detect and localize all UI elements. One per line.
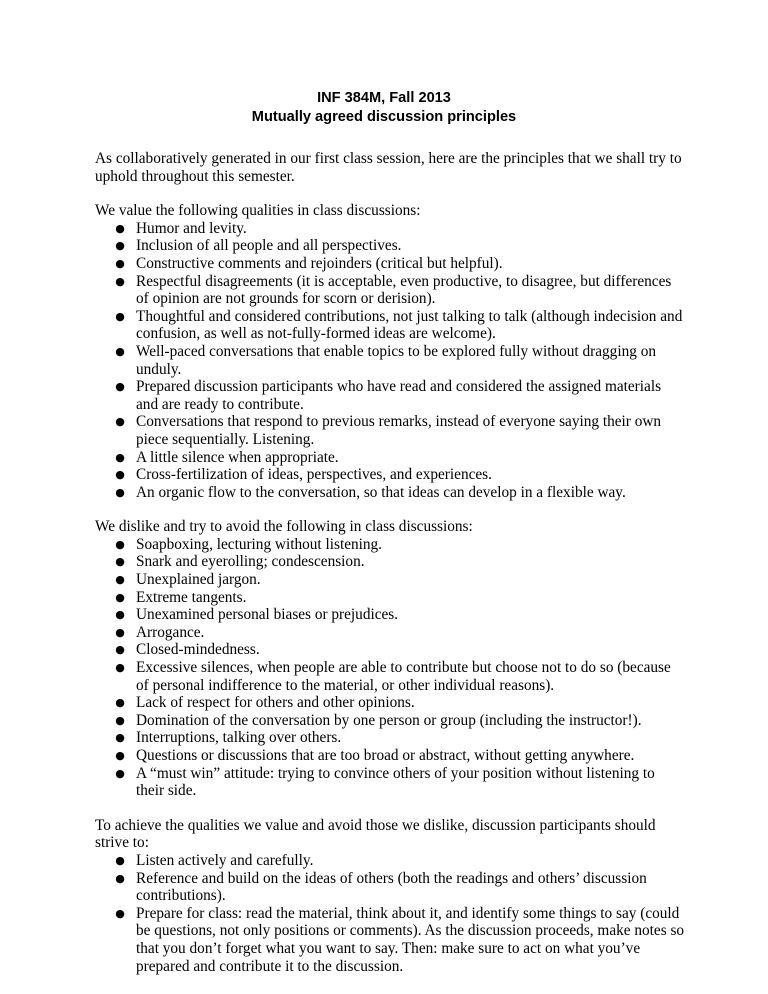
bullet-icon: ● xyxy=(115,415,125,429)
value-list xyxy=(95,220,685,502)
list-item xyxy=(95,255,685,273)
list-item xyxy=(95,553,685,571)
list-item xyxy=(95,273,685,308)
bullet-icon: ● xyxy=(115,696,125,710)
list-item xyxy=(95,659,685,694)
list-item-text: Excessive silences, when people are able to contribute but choose not to do so (because of personal indifference to the material, or other individual reasons). xyxy=(136,659,671,694)
list-item-text: A “must win” attitude: trying to convince others of your position without listening to their side. xyxy=(136,764,655,800)
list-item-text: Listen actively and carefully. xyxy=(136,851,314,869)
list-item-text: Arrogance. xyxy=(136,623,205,641)
bullet-icon: ● xyxy=(115,309,125,323)
list-item xyxy=(95,466,685,484)
list-item-text: Unexplained jargon. xyxy=(136,571,261,589)
dislike-heading: We dislike and try to avoid the following in class discussions: xyxy=(95,518,473,536)
list-item-text: Soapboxing, lecturing without listening. xyxy=(136,535,383,553)
list-item-text: Extreme tangents. xyxy=(136,588,247,606)
document-title xyxy=(0,89,768,127)
list-item-text: Respectful disagreements (it is acceptable, even productive, to disagree, but differences of opinion are not grounds for scorn or derision). xyxy=(136,272,672,308)
list-item xyxy=(95,852,685,870)
list-item-text: Humor and levity. xyxy=(136,219,247,237)
intro-paragraph: As collaboratively generated in our first class session, here are the principles that we shall try to uphold throughout this semester. xyxy=(95,150,682,185)
bullet-icon: ● xyxy=(115,555,125,569)
list-item xyxy=(95,729,685,747)
title-course: INF 384M, Fall 2013 xyxy=(317,90,451,106)
list-item xyxy=(95,641,685,659)
bullet-icon: ● xyxy=(115,625,125,639)
bullet-icon: ● xyxy=(115,766,125,780)
bullet-icon: ● xyxy=(115,344,125,358)
bullet-icon: ● xyxy=(115,853,125,867)
list-item xyxy=(95,308,685,343)
list-item xyxy=(95,905,685,975)
bullet-icon: ● xyxy=(115,256,125,270)
list-item-text: Constructive comments and rejoinders (critical but helpful). xyxy=(136,254,503,272)
list-item-text: Domination of the conversation by one person or group (including the instructor!). xyxy=(136,711,642,729)
document-body xyxy=(95,150,685,992)
bullet-icon: ● xyxy=(115,450,125,464)
list-item xyxy=(95,870,685,905)
list-item-text: A little silence when appropriate. xyxy=(136,448,339,466)
list-item xyxy=(95,624,685,642)
bullet-icon: ● xyxy=(115,537,125,551)
list-item-text: Lack of respect for others and other opinions. xyxy=(136,694,415,712)
list-item xyxy=(95,571,685,589)
list-item-text: Prepare for class: read the material, think about it, and identify some things to say (could be questions, not only positions or comments). As the discussion proceeds, make notes so that you don’t forget what you want to say. Then: make sure to act on what you’ve prepared and contribute it to the discussion. xyxy=(136,904,685,975)
list-item xyxy=(95,484,685,502)
list-item xyxy=(95,694,685,712)
bullet-icon: ● xyxy=(115,485,125,499)
list-item-text: Closed-mindedness. xyxy=(136,641,260,659)
bullet-icon: ● xyxy=(115,380,125,394)
list-item xyxy=(95,712,685,730)
bullet-icon: ● xyxy=(115,274,125,288)
list-item xyxy=(95,449,685,467)
strive-heading: To achieve the qualities we value and avoid those we dislike, discussion participants should strive to: xyxy=(95,816,656,852)
value-heading: We value the following qualities in class discussions: xyxy=(95,202,421,220)
bullet-icon: ● xyxy=(115,731,125,745)
bullet-icon: ● xyxy=(115,608,125,622)
list-item-text: Thoughtful and considered contributions, not just talking to talk (although indecision and confusion, as well as not-fully-formed ideas are welcome). xyxy=(136,307,683,343)
list-item xyxy=(95,220,685,238)
list-item xyxy=(95,747,685,765)
list-item xyxy=(95,589,685,607)
dislike-list xyxy=(95,536,685,800)
bullet-icon: ● xyxy=(115,239,125,253)
list-item-text: Reference and build on the ideas of others (both the readings and others’ discussion contributions). xyxy=(136,869,647,905)
bullet-icon: ● xyxy=(115,713,125,727)
list-item-text: Prepared discussion participants who have read and considered the assigned materials and are ready to contribute. xyxy=(136,378,662,413)
strive-list xyxy=(95,852,685,975)
list-item-text: Snark and eyerolling; condescension. xyxy=(136,553,365,571)
bullet-icon: ● xyxy=(115,590,125,604)
list-item-text: Unexamined personal biases or prejudices. xyxy=(136,606,399,624)
list-item-text: Cross-fertilization of ideas, perspectives, and experiences. xyxy=(136,466,492,484)
list-item xyxy=(95,606,685,624)
list-item xyxy=(95,237,685,255)
list-item xyxy=(95,343,685,378)
list-item-text: Well-paced conversations that enable topics to be explored fully without dragging on unduly. xyxy=(136,342,656,378)
bullet-icon: ● xyxy=(115,573,125,587)
bullet-icon: ● xyxy=(115,906,125,920)
list-item xyxy=(95,378,685,413)
bullet-icon: ● xyxy=(115,749,125,762)
title-subject: Mutually agreed discussion principles xyxy=(251,109,517,125)
bullet-icon: ● xyxy=(115,661,125,675)
list-item xyxy=(95,765,685,800)
list-item-text: Inclusion of all people and all perspectives. xyxy=(136,237,402,255)
list-item-text: An organic flow to the conversation, so that ideas can develop in a flexible way. xyxy=(136,483,626,501)
list-item-text: Interruptions, talking over others. xyxy=(136,729,342,747)
bullet-icon: ● xyxy=(115,871,125,885)
list-item xyxy=(95,536,685,554)
list-item xyxy=(95,413,685,448)
bullet-icon: ● xyxy=(115,643,125,657)
bullet-icon: ● xyxy=(115,221,125,235)
bullet-icon: ● xyxy=(115,468,125,482)
list-item-text: Questions or discussions that are too broad or abstract, without getting anywhere. xyxy=(136,747,635,764)
list-item-text: Conversations that respond to previous remarks, instead of everyone saying their own piece sequentially. Listening. xyxy=(136,413,662,448)
